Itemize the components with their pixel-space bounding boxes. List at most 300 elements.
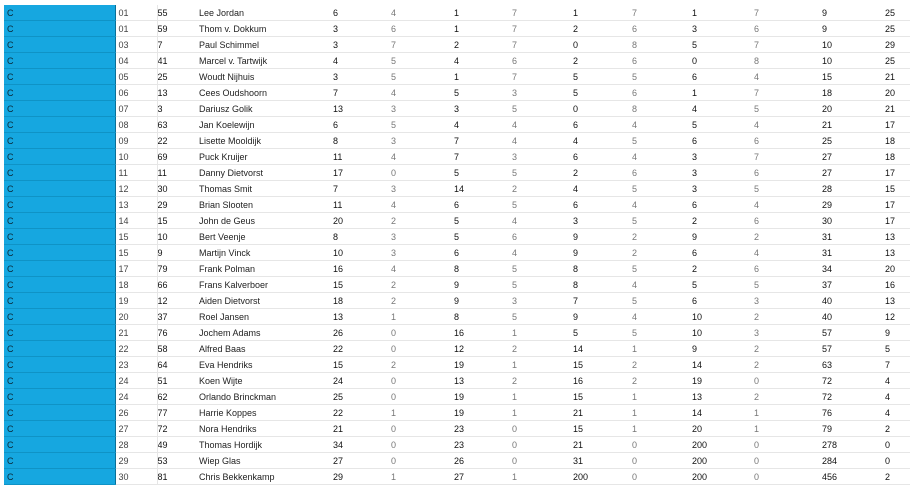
score-4-cell[interactable]: 20 bbox=[692, 421, 754, 437]
score-2-cell[interactable]: 4 bbox=[454, 53, 512, 69]
points-1-cell[interactable]: 5 bbox=[391, 69, 454, 85]
points-4-cell[interactable]: 4 bbox=[754, 117, 822, 133]
points-total-cell[interactable]: 17 bbox=[885, 117, 910, 133]
points-3-cell[interactable]: 7 bbox=[632, 5, 692, 21]
score-3-cell[interactable]: 15 bbox=[573, 357, 632, 373]
rank-cell[interactable]: 13 bbox=[115, 197, 157, 213]
points-2-cell[interactable]: 0 bbox=[512, 437, 573, 453]
total-cell[interactable]: 10 bbox=[822, 53, 885, 69]
points-total-cell[interactable]: 21 bbox=[885, 101, 910, 117]
points-4-cell[interactable]: 5 bbox=[754, 181, 822, 197]
points-2-cell[interactable]: 3 bbox=[512, 149, 573, 165]
class-cell[interactable]: C bbox=[4, 293, 115, 309]
points-1-cell[interactable]: 4 bbox=[391, 197, 454, 213]
points-1-cell[interactable]: 0 bbox=[391, 453, 454, 469]
rank-cell[interactable]: 28 bbox=[115, 437, 157, 453]
score-1-cell[interactable]: 3 bbox=[333, 21, 391, 37]
total-cell[interactable]: 30 bbox=[822, 213, 885, 229]
points-total-cell[interactable]: 20 bbox=[885, 261, 910, 277]
score-4-cell[interactable]: 13 bbox=[692, 389, 754, 405]
rank-cell[interactable]: 23 bbox=[115, 357, 157, 373]
score-2-cell[interactable]: 27 bbox=[454, 469, 512, 485]
name-cell[interactable]: Thomas Smit bbox=[199, 181, 333, 197]
name-cell[interactable]: Thom v. Dokkum bbox=[199, 21, 333, 37]
number-cell[interactable]: 58 bbox=[157, 341, 199, 357]
points-2-cell[interactable]: 2 bbox=[512, 181, 573, 197]
class-cell[interactable]: C bbox=[4, 341, 115, 357]
table-row[interactable] bbox=[4, 101, 910, 117]
points-total-cell[interactable]: 13 bbox=[885, 293, 910, 309]
points-4-cell[interactable]: 7 bbox=[754, 85, 822, 101]
name-cell[interactable]: John de Geus bbox=[199, 213, 333, 229]
points-1-cell[interactable]: 4 bbox=[391, 261, 454, 277]
points-total-cell[interactable]: 12 bbox=[885, 309, 910, 325]
total-cell[interactable]: 72 bbox=[822, 389, 885, 405]
rank-cell[interactable]: 05 bbox=[115, 69, 157, 85]
score-1-cell[interactable]: 13 bbox=[333, 101, 391, 117]
points-3-cell[interactable]: 5 bbox=[632, 325, 692, 341]
score-1-cell[interactable]: 6 bbox=[333, 5, 391, 21]
points-total-cell[interactable]: 25 bbox=[885, 53, 910, 69]
total-cell[interactable]: 31 bbox=[822, 229, 885, 245]
points-2-cell[interactable]: 6 bbox=[512, 229, 573, 245]
number-cell[interactable]: 11 bbox=[157, 165, 199, 181]
number-cell[interactable]: 69 bbox=[157, 149, 199, 165]
points-2-cell[interactable]: 5 bbox=[512, 309, 573, 325]
score-1-cell[interactable]: 6 bbox=[333, 117, 391, 133]
score-3-cell[interactable]: 16 bbox=[573, 373, 632, 389]
score-3-cell[interactable]: 2 bbox=[573, 53, 632, 69]
rank-cell[interactable]: 07 bbox=[115, 101, 157, 117]
points-3-cell[interactable]: 5 bbox=[632, 261, 692, 277]
score-4-cell[interactable]: 0 bbox=[692, 53, 754, 69]
points-3-cell[interactable]: 0 bbox=[632, 437, 692, 453]
score-2-cell[interactable]: 23 bbox=[454, 437, 512, 453]
points-1-cell[interactable]: 4 bbox=[391, 5, 454, 21]
points-total-cell[interactable]: 17 bbox=[885, 197, 910, 213]
points-3-cell[interactable]: 4 bbox=[632, 197, 692, 213]
points-4-cell[interactable]: 0 bbox=[754, 469, 822, 485]
points-total-cell[interactable]: 18 bbox=[885, 149, 910, 165]
rank-cell[interactable]: 30 bbox=[115, 469, 157, 485]
name-cell[interactable]: Roel Jansen bbox=[199, 309, 333, 325]
points-3-cell[interactable]: 1 bbox=[632, 405, 692, 421]
number-cell[interactable]: 22 bbox=[157, 133, 199, 149]
score-2-cell[interactable]: 16 bbox=[454, 325, 512, 341]
points-total-cell[interactable]: 2 bbox=[885, 469, 910, 485]
rank-cell[interactable]: 10 bbox=[115, 149, 157, 165]
score-3-cell[interactable]: 15 bbox=[573, 421, 632, 437]
score-2-cell[interactable]: 13 bbox=[454, 373, 512, 389]
points-3-cell[interactable]: 4 bbox=[632, 309, 692, 325]
score-4-cell[interactable]: 200 bbox=[692, 453, 754, 469]
number-cell[interactable]: 51 bbox=[157, 373, 199, 389]
score-1-cell[interactable]: 20 bbox=[333, 213, 391, 229]
total-cell[interactable]: 25 bbox=[822, 133, 885, 149]
points-3-cell[interactable]: 0 bbox=[632, 469, 692, 485]
score-1-cell[interactable]: 18 bbox=[333, 293, 391, 309]
points-2-cell[interactable]: 1 bbox=[512, 469, 573, 485]
points-total-cell[interactable]: 0 bbox=[885, 437, 910, 453]
score-2-cell[interactable]: 19 bbox=[454, 405, 512, 421]
table-row[interactable] bbox=[4, 69, 910, 85]
rank-cell[interactable]: 26 bbox=[115, 405, 157, 421]
score-3-cell[interactable]: 7 bbox=[573, 293, 632, 309]
number-cell[interactable]: 3 bbox=[157, 101, 199, 117]
score-1-cell[interactable]: 15 bbox=[333, 357, 391, 373]
number-cell[interactable]: 9 bbox=[157, 245, 199, 261]
score-2-cell[interactable]: 12 bbox=[454, 341, 512, 357]
points-2-cell[interactable]: 2 bbox=[512, 341, 573, 357]
score-3-cell[interactable]: 2 bbox=[573, 21, 632, 37]
class-cell[interactable]: C bbox=[4, 149, 115, 165]
points-3-cell[interactable]: 6 bbox=[632, 21, 692, 37]
score-3-cell[interactable]: 0 bbox=[573, 101, 632, 117]
points-4-cell[interactable]: 0 bbox=[754, 453, 822, 469]
score-4-cell[interactable]: 19 bbox=[692, 373, 754, 389]
number-cell[interactable]: 15 bbox=[157, 213, 199, 229]
points-2-cell[interactable]: 7 bbox=[512, 21, 573, 37]
points-4-cell[interactable]: 6 bbox=[754, 133, 822, 149]
table-row[interactable] bbox=[4, 309, 910, 325]
points-total-cell[interactable]: 25 bbox=[885, 21, 910, 37]
total-cell[interactable]: 57 bbox=[822, 341, 885, 357]
score-3-cell[interactable]: 31 bbox=[573, 453, 632, 469]
rank-cell[interactable]: 22 bbox=[115, 341, 157, 357]
rank-cell[interactable]: 17 bbox=[115, 261, 157, 277]
table-row[interactable] bbox=[4, 197, 910, 213]
number-cell[interactable]: 76 bbox=[157, 325, 199, 341]
score-4-cell[interactable]: 6 bbox=[692, 245, 754, 261]
points-4-cell[interactable]: 7 bbox=[754, 149, 822, 165]
total-cell[interactable]: 21 bbox=[822, 117, 885, 133]
class-cell[interactable]: C bbox=[4, 85, 115, 101]
score-4-cell[interactable]: 200 bbox=[692, 437, 754, 453]
score-2-cell[interactable]: 9 bbox=[454, 277, 512, 293]
number-cell[interactable]: 79 bbox=[157, 261, 199, 277]
points-1-cell[interactable]: 5 bbox=[391, 53, 454, 69]
score-4-cell[interactable]: 3 bbox=[692, 149, 754, 165]
class-cell[interactable]: C bbox=[4, 373, 115, 389]
points-1-cell[interactable]: 0 bbox=[391, 373, 454, 389]
points-2-cell[interactable]: 3 bbox=[512, 293, 573, 309]
score-4-cell[interactable]: 14 bbox=[692, 405, 754, 421]
name-cell[interactable]: Danny Dietvorst bbox=[199, 165, 333, 181]
table-row[interactable] bbox=[4, 165, 910, 181]
class-cell[interactable]: C bbox=[4, 421, 115, 437]
points-1-cell[interactable]: 1 bbox=[391, 405, 454, 421]
table-row[interactable] bbox=[4, 293, 910, 309]
points-2-cell[interactable]: 1 bbox=[512, 389, 573, 405]
points-4-cell[interactable]: 1 bbox=[754, 421, 822, 437]
score-4-cell[interactable]: 1 bbox=[692, 85, 754, 101]
score-4-cell[interactable]: 1 bbox=[692, 5, 754, 21]
rank-cell[interactable]: 24 bbox=[115, 389, 157, 405]
points-total-cell[interactable]: 21 bbox=[885, 69, 910, 85]
points-3-cell[interactable]: 6 bbox=[632, 85, 692, 101]
points-1-cell[interactable]: 0 bbox=[391, 421, 454, 437]
total-cell[interactable]: 9 bbox=[822, 21, 885, 37]
points-1-cell[interactable]: 4 bbox=[391, 149, 454, 165]
name-cell[interactable]: Woudt Nijhuis bbox=[199, 69, 333, 85]
points-4-cell[interactable]: 4 bbox=[754, 69, 822, 85]
points-2-cell[interactable]: 4 bbox=[512, 117, 573, 133]
name-cell[interactable]: Harrie Koppes bbox=[199, 405, 333, 421]
total-cell[interactable]: 284 bbox=[822, 453, 885, 469]
number-cell[interactable]: 29 bbox=[157, 197, 199, 213]
name-cell[interactable]: Alfred Baas bbox=[199, 341, 333, 357]
score-4-cell[interactable]: 10 bbox=[692, 325, 754, 341]
class-cell[interactable]: C bbox=[4, 5, 115, 21]
class-cell[interactable]: C bbox=[4, 453, 115, 469]
table-row[interactable] bbox=[4, 389, 910, 405]
number-cell[interactable]: 72 bbox=[157, 421, 199, 437]
points-4-cell[interactable]: 1 bbox=[754, 405, 822, 421]
score-3-cell[interactable]: 5 bbox=[573, 69, 632, 85]
table-row[interactable] bbox=[4, 133, 910, 149]
points-3-cell[interactable]: 1 bbox=[632, 389, 692, 405]
points-2-cell[interactable]: 1 bbox=[512, 405, 573, 421]
points-total-cell[interactable]: 16 bbox=[885, 277, 910, 293]
name-cell[interactable]: Koen Wijte bbox=[199, 373, 333, 389]
points-1-cell[interactable]: 0 bbox=[391, 389, 454, 405]
class-cell[interactable]: C bbox=[4, 165, 115, 181]
total-cell[interactable]: 27 bbox=[822, 149, 885, 165]
total-cell[interactable]: 57 bbox=[822, 325, 885, 341]
points-2-cell[interactable]: 1 bbox=[512, 325, 573, 341]
score-3-cell[interactable]: 5 bbox=[573, 85, 632, 101]
score-1-cell[interactable]: 3 bbox=[333, 69, 391, 85]
points-2-cell[interactable]: 4 bbox=[512, 245, 573, 261]
rank-cell[interactable]: 15 bbox=[115, 229, 157, 245]
points-3-cell[interactable]: 6 bbox=[632, 165, 692, 181]
score-4-cell[interactable]: 3 bbox=[692, 181, 754, 197]
name-cell[interactable]: Frans Kalverboer bbox=[199, 277, 333, 293]
points-3-cell[interactable]: 1 bbox=[632, 421, 692, 437]
name-cell[interactable]: Martijn Vinck bbox=[199, 245, 333, 261]
total-cell[interactable]: 63 bbox=[822, 357, 885, 373]
points-4-cell[interactable]: 2 bbox=[754, 341, 822, 357]
score-4-cell[interactable]: 14 bbox=[692, 357, 754, 373]
score-4-cell[interactable]: 10 bbox=[692, 309, 754, 325]
total-cell[interactable]: 40 bbox=[822, 293, 885, 309]
class-cell[interactable]: C bbox=[4, 37, 115, 53]
score-1-cell[interactable]: 22 bbox=[333, 405, 391, 421]
name-cell[interactable]: Cees Oudshoorn bbox=[199, 85, 333, 101]
points-2-cell[interactable]: 7 bbox=[512, 5, 573, 21]
class-cell[interactable]: C bbox=[4, 405, 115, 421]
points-total-cell[interactable]: 13 bbox=[885, 229, 910, 245]
score-4-cell[interactable]: 2 bbox=[692, 261, 754, 277]
table-row[interactable] bbox=[4, 149, 910, 165]
score-2-cell[interactable]: 7 bbox=[454, 149, 512, 165]
name-cell[interactable]: Thomas Hordijk bbox=[199, 437, 333, 453]
score-2-cell[interactable]: 5 bbox=[454, 213, 512, 229]
rank-cell[interactable]: 19 bbox=[115, 293, 157, 309]
name-cell[interactable]: Eva Hendriks bbox=[199, 357, 333, 373]
score-2-cell[interactable]: 5 bbox=[454, 85, 512, 101]
total-cell[interactable]: 20 bbox=[822, 101, 885, 117]
table-row[interactable] bbox=[4, 229, 910, 245]
score-3-cell[interactable]: 15 bbox=[573, 389, 632, 405]
rank-cell[interactable]: 01 bbox=[115, 21, 157, 37]
total-cell[interactable]: 278 bbox=[822, 437, 885, 453]
score-1-cell[interactable]: 21 bbox=[333, 421, 391, 437]
score-1-cell[interactable]: 7 bbox=[333, 85, 391, 101]
rank-cell[interactable]: 18 bbox=[115, 277, 157, 293]
score-2-cell[interactable]: 4 bbox=[454, 117, 512, 133]
score-3-cell[interactable]: 9 bbox=[573, 245, 632, 261]
score-3-cell[interactable]: 6 bbox=[573, 149, 632, 165]
points-2-cell[interactable]: 0 bbox=[512, 421, 573, 437]
number-cell[interactable]: 30 bbox=[157, 181, 199, 197]
total-cell[interactable]: 76 bbox=[822, 405, 885, 421]
class-cell[interactable]: C bbox=[4, 21, 115, 37]
points-4-cell[interactable]: 6 bbox=[754, 213, 822, 229]
points-total-cell[interactable]: 4 bbox=[885, 405, 910, 421]
points-total-cell[interactable]: 7 bbox=[885, 357, 910, 373]
score-4-cell[interactable]: 200 bbox=[692, 469, 754, 485]
points-2-cell[interactable]: 1 bbox=[512, 357, 573, 373]
points-2-cell[interactable]: 5 bbox=[512, 261, 573, 277]
class-cell[interactable]: C bbox=[4, 469, 115, 485]
score-4-cell[interactable]: 3 bbox=[692, 21, 754, 37]
table-row[interactable] bbox=[4, 357, 910, 373]
points-1-cell[interactable]: 2 bbox=[391, 277, 454, 293]
class-cell[interactable]: C bbox=[4, 357, 115, 373]
table-row[interactable] bbox=[4, 421, 910, 437]
name-cell[interactable]: Jochem Adams bbox=[199, 325, 333, 341]
score-1-cell[interactable]: 22 bbox=[333, 341, 391, 357]
rank-cell[interactable]: 04 bbox=[115, 53, 157, 69]
table-row[interactable] bbox=[4, 373, 910, 389]
number-cell[interactable]: 81 bbox=[157, 469, 199, 485]
score-3-cell[interactable]: 14 bbox=[573, 341, 632, 357]
points-3-cell[interactable]: 1 bbox=[632, 341, 692, 357]
name-cell[interactable]: Orlando Brinckman bbox=[199, 389, 333, 405]
name-cell[interactable]: Brian Slooten bbox=[199, 197, 333, 213]
total-cell[interactable]: 18 bbox=[822, 85, 885, 101]
points-1-cell[interactable]: 3 bbox=[391, 133, 454, 149]
score-3-cell[interactable]: 6 bbox=[573, 117, 632, 133]
score-3-cell[interactable]: 21 bbox=[573, 405, 632, 421]
table-row[interactable] bbox=[4, 469, 910, 485]
number-cell[interactable]: 7 bbox=[157, 37, 199, 53]
class-cell[interactable]: C bbox=[4, 309, 115, 325]
rank-cell[interactable]: 09 bbox=[115, 133, 157, 149]
number-cell[interactable]: 41 bbox=[157, 53, 199, 69]
total-cell[interactable]: 29 bbox=[822, 197, 885, 213]
points-total-cell[interactable]: 13 bbox=[885, 245, 910, 261]
score-2-cell[interactable]: 3 bbox=[454, 101, 512, 117]
points-2-cell[interactable]: 5 bbox=[512, 165, 573, 181]
score-4-cell[interactable]: 2 bbox=[692, 213, 754, 229]
name-cell[interactable]: Chris Bekkenkamp bbox=[199, 469, 333, 485]
score-3-cell[interactable]: 4 bbox=[573, 133, 632, 149]
class-cell[interactable]: C bbox=[4, 181, 115, 197]
points-total-cell[interactable]: 25 bbox=[885, 5, 910, 21]
points-4-cell[interactable]: 4 bbox=[754, 245, 822, 261]
score-1-cell[interactable]: 26 bbox=[333, 325, 391, 341]
score-4-cell[interactable]: 5 bbox=[692, 117, 754, 133]
number-cell[interactable]: 25 bbox=[157, 69, 199, 85]
score-1-cell[interactable]: 27 bbox=[333, 453, 391, 469]
score-1-cell[interactable]: 11 bbox=[333, 149, 391, 165]
table-row[interactable] bbox=[4, 437, 910, 453]
score-1-cell[interactable]: 34 bbox=[333, 437, 391, 453]
points-4-cell[interactable]: 2 bbox=[754, 389, 822, 405]
total-cell[interactable]: 27 bbox=[822, 165, 885, 181]
total-cell[interactable]: 456 bbox=[822, 469, 885, 485]
score-2-cell[interactable]: 14 bbox=[454, 181, 512, 197]
number-cell[interactable]: 49 bbox=[157, 437, 199, 453]
total-cell[interactable]: 40 bbox=[822, 309, 885, 325]
number-cell[interactable]: 63 bbox=[157, 117, 199, 133]
points-1-cell[interactable]: 0 bbox=[391, 341, 454, 357]
points-2-cell[interactable]: 4 bbox=[512, 213, 573, 229]
points-4-cell[interactable]: 6 bbox=[754, 165, 822, 181]
class-cell[interactable]: C bbox=[4, 277, 115, 293]
score-1-cell[interactable]: 8 bbox=[333, 133, 391, 149]
total-cell[interactable]: 72 bbox=[822, 373, 885, 389]
table-row[interactable] bbox=[4, 213, 910, 229]
total-cell[interactable]: 79 bbox=[822, 421, 885, 437]
score-1-cell[interactable]: 4 bbox=[333, 53, 391, 69]
class-cell[interactable]: C bbox=[4, 261, 115, 277]
points-total-cell[interactable]: 4 bbox=[885, 373, 910, 389]
score-2-cell[interactable]: 8 bbox=[454, 261, 512, 277]
score-2-cell[interactable]: 23 bbox=[454, 421, 512, 437]
number-cell[interactable]: 12 bbox=[157, 293, 199, 309]
class-cell[interactable]: C bbox=[4, 53, 115, 69]
number-cell[interactable]: 77 bbox=[157, 405, 199, 421]
score-1-cell[interactable]: 13 bbox=[333, 309, 391, 325]
score-3-cell[interactable]: 8 bbox=[573, 261, 632, 277]
table-row[interactable] bbox=[4, 325, 910, 341]
name-cell[interactable]: Lisette Mooldijk bbox=[199, 133, 333, 149]
number-cell[interactable]: 64 bbox=[157, 357, 199, 373]
score-2-cell[interactable]: 5 bbox=[454, 229, 512, 245]
number-cell[interactable]: 55 bbox=[157, 5, 199, 21]
points-4-cell[interactable]: 2 bbox=[754, 229, 822, 245]
points-3-cell[interactable]: 2 bbox=[632, 245, 692, 261]
points-1-cell[interactable]: 6 bbox=[391, 21, 454, 37]
points-total-cell[interactable]: 5 bbox=[885, 341, 910, 357]
score-2-cell[interactable]: 5 bbox=[454, 165, 512, 181]
score-4-cell[interactable]: 3 bbox=[692, 165, 754, 181]
points-4-cell[interactable]: 8 bbox=[754, 53, 822, 69]
name-cell[interactable]: Lee Jordan bbox=[199, 5, 333, 21]
score-2-cell[interactable]: 2 bbox=[454, 37, 512, 53]
score-4-cell[interactable]: 6 bbox=[692, 293, 754, 309]
class-cell[interactable]: C bbox=[4, 325, 115, 341]
score-4-cell[interactable]: 9 bbox=[692, 341, 754, 357]
points-3-cell[interactable]: 6 bbox=[632, 53, 692, 69]
points-1-cell[interactable]: 2 bbox=[391, 357, 454, 373]
points-1-cell[interactable]: 4 bbox=[391, 85, 454, 101]
points-1-cell[interactable]: 1 bbox=[391, 309, 454, 325]
table-row[interactable] bbox=[4, 85, 910, 101]
name-cell[interactable]: Nora Hendriks bbox=[199, 421, 333, 437]
score-4-cell[interactable]: 6 bbox=[692, 69, 754, 85]
class-cell[interactable]: C bbox=[4, 101, 115, 117]
number-cell[interactable]: 62 bbox=[157, 389, 199, 405]
points-1-cell[interactable]: 3 bbox=[391, 181, 454, 197]
score-3-cell[interactable]: 8 bbox=[573, 277, 632, 293]
table-row[interactable] bbox=[4, 37, 910, 53]
class-cell[interactable]: C bbox=[4, 389, 115, 405]
points-total-cell[interactable]: 4 bbox=[885, 389, 910, 405]
